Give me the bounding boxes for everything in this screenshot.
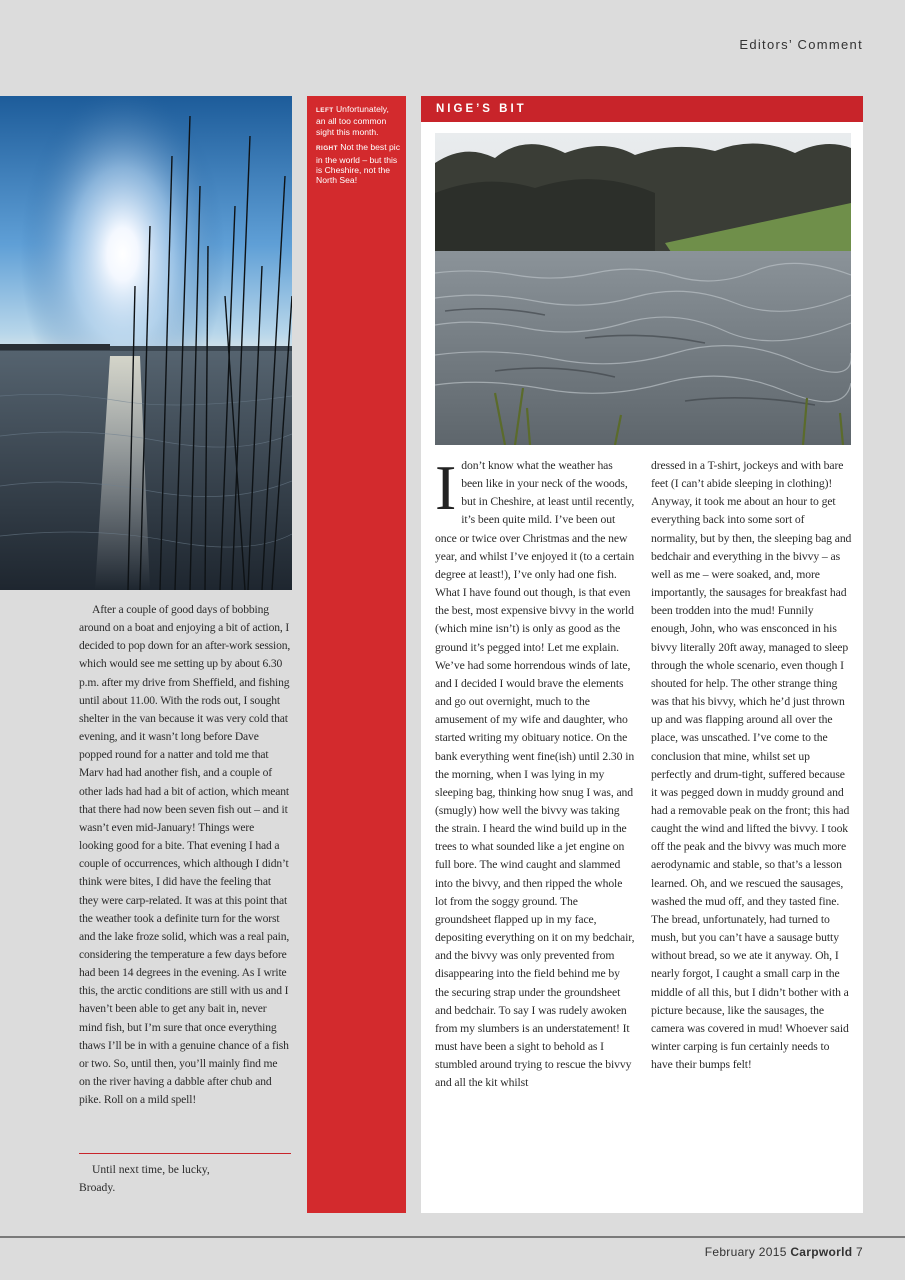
windy-lake-photo <box>435 133 851 445</box>
left-caption-text: Unfortunately, an all too common sight this month. <box>316 104 389 137</box>
right-caption-tag: RIGHT <box>316 145 338 153</box>
right-caption <box>316 142 400 186</box>
signoff-divider <box>79 1153 291 1154</box>
signoff-name: Broady. <box>79 1181 116 1195</box>
right-caption-text: Not the best pic in the world – but this is Cheshire, not the North Sea! <box>316 142 400 186</box>
issue-date: February 2015 <box>704 1245 787 1259</box>
frozen-lake-photo <box>0 96 292 590</box>
signoff-line: Until next time, be lucky, <box>92 1163 210 1176</box>
page-footer <box>705 1245 863 1259</box>
signoff <box>79 1161 291 1197</box>
left-caption <box>316 104 400 137</box>
photo-captions <box>316 104 400 191</box>
section-label: Editors’ Comment <box>739 37 863 52</box>
left-article-body <box>79 601 291 1109</box>
page-number: 7 <box>856 1245 863 1259</box>
nige-column-1 <box>435 452 636 1092</box>
caption-column <box>307 96 406 1213</box>
drop-cap: I <box>435 452 457 523</box>
nige-body-part-2: dressed in a T-shirt, jockeys and with bare feet (I can’t abide sleeping in clothing)! Anyway, it took me about an hour to get everything back into some sort of normality, but by then, the sleeping bag and bedchair and everything in the bivvy – as well as me – were soaked, and, more importantly, the sausages for breakfast had been trodden into the mud! Funnily enough, John, who was ensconced in his bivvy literally 20ft away, managed to sleep through the whole scenario, even though I shouted for help. The other strange thing was that his bivvy, which he’d just thrown up and was flapping around all over the place, was unscathed. I’ve come to the conclusion that mine, whilst set up perfectly and drum-tight, suffered because it was pegged down in muddy ground and had a removable peak on the front; this had caught the wind and lifted the bivvy. I took off the peak and the bivvy was much more aerodynamic and stable, so that’s a lesson learned. Oh, and we rescued the sausages, washed the mud off, and they tasted fine. The bread, unfortunately, had turned to mush, but you can’t have a sausage butty without bread, so we ate it anyway. Oh, I nearly forgot, I caught a small carp in the middle of all this, but I didn’t bother with a picture because, like the sausages, the camera was covered in mud! Whoever said winter carping is fun certainly needs to have their bumps felt! <box>651 459 852 1072</box>
nige-body-part-1: don’t know what the weather has been like in your neck of the woods, but in Cheshire, at least until recently, it’s been quite mild. I’ve been out once or twice over Christmas and the new year, and whilst I’ve enjoyed it (to a certain degree at least!), I’ve only had one fish. What I have found out though, is that even the best, most expensive bivvy in the world (which mine isn’t) is only as good as the ground it’s pegged into! Let me explain. We’ve had some horrendous winds of late, and I decided I would brave the elements and go out overnight, much to the amusement of my wife and daughter, who started writing my obituary notice. On the bank everything went fine(ish) until 2.30 in the morning, when I was lying in my sleeping bag, thinking how snug I was, and (smugly) how well the bivvy was taking the strain. I heard the wind build up in the trees to what sounded like a jet engine on full bore. The wind caught and slammed into the bivvy, and then ripped the whole lot from the soggy ground. The groundsheet flapped up in my face, depositing everything on it on my bedchair, and the bivvy was only prevented from disappearing into the field behind me by the securing strap under the groundsheet and bedchair. To say I was rudely awoken from my slumbers is an understatement! It must have been a sight to behold as I stumbled around trying to rescue the bivvy and all the kit whilst <box>435 459 635 1090</box>
footer-rule <box>0 1236 905 1238</box>
section-title: NIGE’S BIT <box>421 96 863 122</box>
left-body-paragraph: After a couple of good days of bobbing around on a boat and enjoying a bit of action, I decided to pop down for an after-work session, which would see me setting up by about 6.30 p.m. after my drive from Sheffield, and fishing until about 11.00. With the rods out, I sought shelter in the van because it was very cold that evening, and it wasn’t long before Dave popped round for a natter and told me that Marv had had another fish, and a couple of other lads had had a bit of action, which meant that there had now been seven fish out – and it wasn’t even mid-January! Things were looking good for a bite. That evening I had a couple of occurrences, which although I didn’t think were bites, I did have the feeling that they were carp-related. It was at this point that the weather took a definite turn for the worst and the lake froze solid, which was a real pain, considering the temperature a few days before had been 14 degrees in the evening. As I write this, the arctic conditions are still with us and I haven’t been able to get any bait in, never mind fish, but I’m sure that once everything thaws I’ll be in with a genuine chance of a fish or two. So, until then, you’ll mainly find me on the river having a dabble after chub and pike. Roll on a mild spell! <box>79 603 291 1107</box>
left-caption-tag: LEFT <box>316 107 334 114</box>
magazine-name: Carpworld <box>790 1245 853 1259</box>
nige-column-2 <box>651 457 852 1074</box>
